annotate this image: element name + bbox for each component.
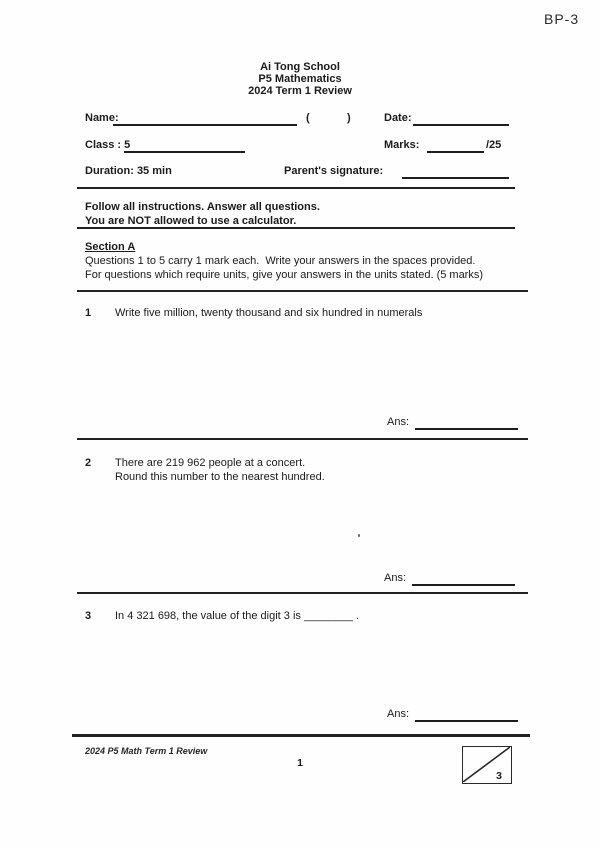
duration-label: Duration: 35 min <box>85 165 172 177</box>
marks-blank <box>427 151 484 153</box>
marks-total: /25 <box>486 139 502 151</box>
class-blank <box>124 151 245 153</box>
footer-doc-title: 2024 P5 Math Term 1 Review <box>85 746 208 756</box>
marks-label: Marks: <box>384 139 420 151</box>
question-1-number: 1 <box>85 307 92 319</box>
question-1-ans-label: Ans: <box>387 416 410 428</box>
instruction-line-2: You are NOT allowed to use a calculator. <box>85 215 297 227</box>
question-2-ans-label: Ans: <box>384 572 407 584</box>
question-2-number: 2 <box>85 457 92 469</box>
question-2-ans-blank <box>412 584 515 586</box>
score-box <box>462 746 512 784</box>
index-paren-open: ( <box>306 112 310 124</box>
question-3-ans-blank <box>415 720 518 722</box>
date-blank <box>413 124 509 126</box>
question-3-number: 3 <box>85 610 92 622</box>
index-paren-close: ) <box>347 112 351 124</box>
score-box-total: 3 <box>496 770 502 782</box>
question-3-text: In 4 321 698, the value of the digit 3 is ________ . <box>115 610 360 622</box>
date-label: Date: <box>384 112 412 124</box>
question-3-ans-label: Ans: <box>387 708 410 720</box>
parent-signature-blank <box>402 177 509 179</box>
question-1-text: Write five million, twenty thousand and six hundred in numerals <box>115 307 423 319</box>
exam-title: 2024 Term 1 Review <box>248 85 352 98</box>
score-box-diagonal <box>463 747 510 782</box>
school-name: Ai Tong School <box>260 61 340 73</box>
question-1-ans-blank <box>415 428 518 430</box>
divider-q2 <box>77 592 528 594</box>
section-a-title: Section A <box>85 241 136 253</box>
name-blank <box>113 124 297 126</box>
instruction-line-1: Follow all instructions. Answer all questions. <box>85 201 320 213</box>
exam-header <box>0 61 600 98</box>
name-label: Name: <box>85 112 119 124</box>
parent-signature-label: Parent's signature: <box>284 165 384 177</box>
divider-bottom <box>72 734 530 737</box>
page-number: 1 <box>297 757 303 769</box>
question-2-text-line-2: Round this number to the nearest hundred. <box>115 471 325 483</box>
scan-artifact-dot <box>358 534 360 537</box>
section-a-desc-1: Questions 1 to 5 carry 1 mark each. Write your answers in the spaces provided. <box>85 255 476 267</box>
class-label: Class : 5 <box>85 139 131 151</box>
divider-section-a <box>77 290 528 292</box>
bp-code: BP-3 <box>544 11 580 27</box>
question-2-text-line-1: There are 219 962 people at a concert. <box>115 457 306 469</box>
subject-name: P5 Mathematics <box>258 73 342 86</box>
section-a-desc-2: For questions which require units, give your answers in the units stated. (5 marks) <box>85 269 484 281</box>
divider-instructions <box>77 227 515 229</box>
divider-q1 <box>77 438 528 440</box>
divider-top <box>77 187 515 189</box>
